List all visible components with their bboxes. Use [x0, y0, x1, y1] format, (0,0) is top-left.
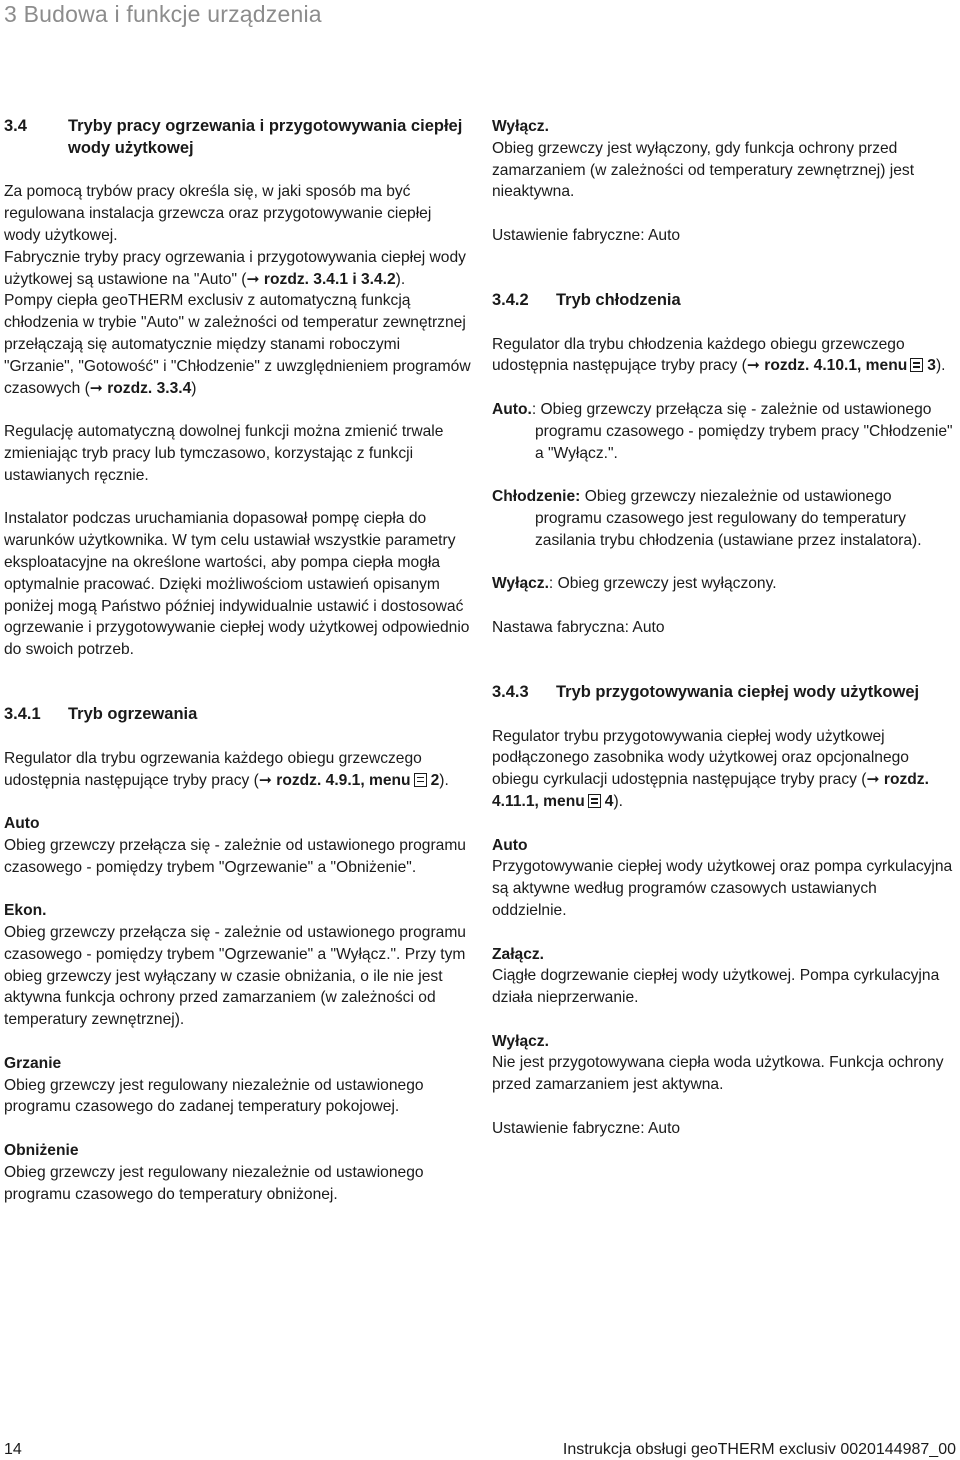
arrow-right-icon: ➞: [258, 771, 272, 789]
arrow-right-icon: ➞: [866, 771, 880, 789]
water-mode-label-auto: Auto: [492, 836, 528, 854]
mode-text-ekon: Obieg grzewczy przełącza się - zależnie od ustawionego programu czasowego - pomiędzy trybem "Ogrzewanie" a "Wyłącz.". Przy tym obieg grzewczy jest wyłączany w czasie obniżania, o ile nie jest aktywna funkcja ochrony przed zamarzaniem (w zależności od temperatury zewnętrznej).: [4, 924, 466, 1029]
factory-setting: Ustawienie fabryczne: Auto: [492, 226, 681, 244]
menu-icon: [910, 358, 923, 372]
cooling-mode-wylacz: Wyłącz.: Obieg grzewczy jest wyłączony.: [492, 575, 777, 593]
menu-icon: [414, 773, 427, 787]
menu-icon: [588, 794, 601, 808]
subsection-heading-cooling: [492, 290, 954, 312]
water-mode-text-auto: Przygotowywanie ciepłej wody użytkowej oraz pompa cyrkulacyjna są aktywne według programów czasowych ustawianych oddzielnie.: [492, 858, 953, 919]
intro-paragraph: Za pomocą trybów pracy określa się, w jaki sposób ma być regulowana instalacja grzewcza oraz przygotowywanie ciepłej wody użytkowej.: [4, 183, 432, 244]
mode-label-grzanie: Grzanie: [4, 1054, 62, 1072]
factory-setting: Ustawienie fabryczne: Auto: [492, 1119, 681, 1137]
cooling-mode-auto: Auto.: Obieg grzewczy przełącza się - zależnie od ustawionego programu czasowego - pomiędzy trybem pracy "Chłodzenie" a "Wyłącz.".: [492, 400, 953, 462]
section-heading: [4, 116, 472, 160]
cross-reference[interactable]: rozdz. 3.3.4: [102, 379, 192, 397]
cooling-intro: Regulator dla trybu chłodzenia każdego obiegu grzewczego udostępnia następujące tryby pracy (➞ rozdz. 4.10.1, menu 3).: [492, 335, 946, 375]
arrow-right-icon: ➞: [746, 357, 760, 375]
mode-label-ekon: Ekon.: [4, 902, 47, 920]
subsection-heading-heating: [4, 704, 472, 726]
cooling-mode-chlodzenie: Chłodzenie: Obieg grzewczy niezależnie od ustawionego programu czasowego jest regulowany do temperatury zasilania trybu chłodzenia (ustawiane przez instalatora).: [492, 488, 922, 549]
subsection-number: 3.4.3: [492, 682, 529, 701]
factory-setting: Nastawa fabryczna: Auto: [492, 618, 665, 636]
mode-text-grzanie: Obieg grzewczy jest regulowany niezależnie od ustawionego programu czasowego do zadanej temperatury pokojowej.: [4, 1076, 424, 1116]
subsection-heading-hot-water: [492, 682, 954, 704]
subsection-title: Tryb ogrzewania: [68, 704, 198, 723]
intro-paragraph-cooling: Pompy ciepła geoTHERM exclusiv z automatyczną funkcją chłodzenia w trybie "Auto" w zależności od temperatur zewnętrznej przełączają się automatycznie między stanami roboczymi "Grzanie", "Gotowość" i "Chłodzenie" z uwzględnieniem programów czasowych (➞ rozdz. 3.3.4): [4, 292, 471, 397]
mode-label-obnizenie: Obniżenie: [4, 1142, 79, 1160]
mode-label-wylacz: Wyłącz.: [492, 118, 549, 135]
heating-intro: Regulator dla trybu ogrzewania każdego obiegu grzewczego udostępnia następujące tryby pracy (➞ rozdz. 4.9.1, menu 2).: [4, 749, 449, 789]
subsection-number: 3.4.2: [492, 290, 529, 309]
mode-text-wylacz: Obieg grzewczy jest wyłączony, gdy funkcja ochrony przed zamarzaniem (w zależności od temperatury zewnętrznej) jest nieaktywna.: [492, 139, 915, 201]
mode-text-auto: Obieg grzewczy przełącza się - zależnie od ustawionego programu czasowego - pomiędzy trybem "Ogrzewanie" a "Obniżenie".: [4, 836, 466, 876]
page-number: 14: [4, 1441, 22, 1458]
section-number: 3.4: [4, 117, 27, 135]
right-column: [492, 116, 954, 1140]
intro-paragraph-factory: Fabrycznie tryby pracy ogrzewania i przygotowywania ciepłej wody użytkowej są ustawione na "Auto" (➞ rozdz. 3.4.1 i 3.4.2).: [4, 248, 466, 288]
paragraph-installer: Instalator podczas uruchamiania dopasował pompę ciepła do warunków użytkownika. W tym celu ustawiał wszystkie parametry eksploatacyjne na określone wartości, aby pompa ciepła mogła optymalnie pracować. Dzięki możliwościom ustawień opisanym poniżej mogą Państwo później indywidualnie ustawić i dostosować ogrzewanie i przygotowywanie ciepłej wody użytkowej odpowiednio do swoich potrzeb.: [4, 510, 470, 659]
chapter-heading: 3 Budowa i funkcje urządzenia: [4, 1, 322, 27]
left-column: [4, 116, 472, 1205]
water-mode-text-wylacz: Nie jest przygotowywana ciepła woda użytkowa. Funkcja ochrony przed zamarzaniem jest aktywna.: [492, 1054, 944, 1094]
water-mode-label-wylacz: Wyłącz.: [492, 1032, 549, 1050]
subsection-title: Tryb przygotowywania ciepłej wody użytkowej: [556, 682, 920, 701]
cross-reference[interactable]: rozdz. 4.11.1, menu: [492, 771, 929, 810]
hot-water-intro: Regulator trybu przygotowywania ciepłej wody użytkowej podłączonego zasobnika wody użytkowej oraz opcjonalnego obiegu cyrkulacji udostępnia następujące tryby pracy (➞ rozdz. 4.11.1, menu 4).: [492, 727, 929, 810]
mode-text-obnizenie: Obieg grzewczy jest regulowany niezależnie od ustawionego programu czasowego do temperatury obniżonej.: [4, 1163, 424, 1203]
subsection-number: 3.4.1: [4, 704, 41, 723]
water-mode-text-zalacz: Ciągłe dogrzewanie ciepłej wody użytkowej. Pompa cyrkulacyjna działa nieprzerwanie.: [492, 967, 940, 1007]
mode-label-auto: Auto: [4, 815, 40, 833]
cross-reference[interactable]: rozdz. 4.9.1, menu: [271, 771, 411, 789]
paragraph-automatic: Regulację automatyczną dowolnej funkcji można zmienić trwale zmieniając tryb pracy lub tymczasowo, korzystając z funkcji ustawianych ręcznie.: [4, 423, 444, 484]
arrow-right-icon: ➞: [246, 270, 260, 288]
water-mode-label-zalacz: Załącz.: [492, 945, 545, 963]
section-title: Tryby pracy ogrzewania i przygotowywania ciepłej wody użytkowej: [68, 117, 463, 157]
arrow-right-icon: ➞: [89, 379, 103, 397]
cross-reference[interactable]: rozdz. 3.4.1 i 3.4.2: [259, 270, 396, 288]
subsection-title: Tryb chłodzenia: [556, 290, 681, 309]
document-info: Instrukcja obsługi geoTHERM exclusiv 0020144987_00: [562, 1441, 956, 1458]
cross-reference[interactable]: rozdz. 4.10.1, menu: [759, 357, 908, 375]
